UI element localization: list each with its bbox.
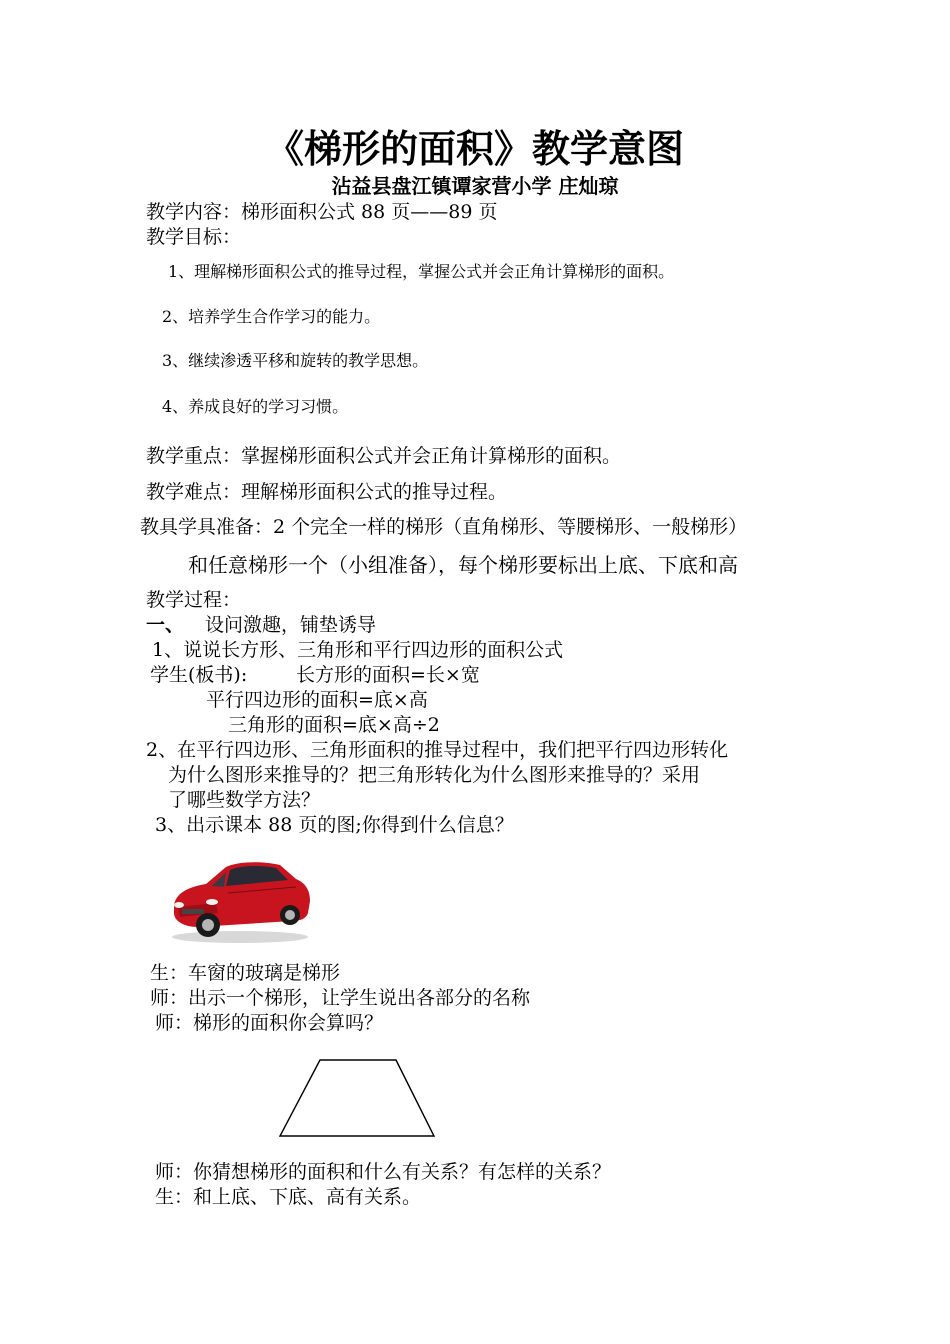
step-3: 3、出示课本 88 页的图;你得到什么信息？ [155, 814, 514, 836]
content-line: 教学内容：梯形面积公式 88 页——89 页 [146, 201, 498, 223]
step-2-line-1: 2、在平行四边形、三角形面积的推导过程中，我们把平行四边形转化 [146, 739, 729, 761]
goal-item: 4、养成良好的学习习惯。 [162, 397, 349, 416]
formula-triangle: 三角形的面积=底×高÷2 [228, 714, 440, 736]
section-title: 设问激趣，铺垫诱导 [205, 614, 377, 636]
goal-item: 3、继续渗透平移和旋转的教学思想。 [162, 351, 429, 370]
step-2-line-2: 为什么图形来推导的？把三角形转化为什么图形来推导的？采用 [168, 764, 701, 786]
step-2-line-3: 了哪些数学方法？ [168, 789, 321, 811]
dialog-student-1: 生：车窗的玻璃是梯形 [150, 962, 341, 984]
goal-item: 1、理解梯形面积公式的推导过程，掌握公式并会正角计算梯形的面积。 [168, 262, 675, 281]
author-line: 沾益县盘江镇谭家营小学 庄灿琼 [331, 174, 619, 198]
red-car-image [168, 853, 314, 945]
trapezoid-figure [276, 1054, 438, 1140]
student-label: 学生(板书): [150, 664, 248, 686]
dialog-student-2: 生：和上底、下底、高有关系。 [155, 1186, 422, 1208]
dialog-teacher-1: 师：出示一个梯形，让学生说出各部分的名称 [150, 987, 531, 1009]
section-number: 一、 [146, 614, 185, 636]
step-1: 1、说说长方形、三角形和平行四边形的面积公式 [152, 639, 564, 661]
formula-rectangle: 长方形的面积=长×宽 [296, 664, 480, 686]
tools-line-1: 教具学具准备：2 个完全一样的梯形（直角梯形、等腰梯形、一般梯形） [140, 516, 748, 538]
tools-line-2: 和任意梯形一个（小组准备），每个梯形要标出上底、下底和高 [188, 553, 738, 577]
key-point: 教学重点：掌握梯形面积公式并会正角计算梯形的面积。 [146, 445, 622, 467]
formula-parallelogram: 平行四边形的面积=底×高 [206, 689, 428, 711]
page-title: 《梯形的面积》教学意图 [265, 126, 684, 171]
process-heading: 教学过程： [146, 589, 242, 611]
goal-item: 2、培养学生合作学习的能力。 [162, 307, 381, 326]
dialog-teacher-3: 师：你猜想梯形的面积和什么有关系？有怎样的关系？ [155, 1161, 612, 1183]
dialog-teacher-2: 师：梯形的面积你会算吗？ [155, 1012, 384, 1034]
difficulty: 教学难点：理解梯形面积公式的推导过程。 [146, 481, 508, 503]
goals-heading: 教学目标： [146, 226, 242, 248]
